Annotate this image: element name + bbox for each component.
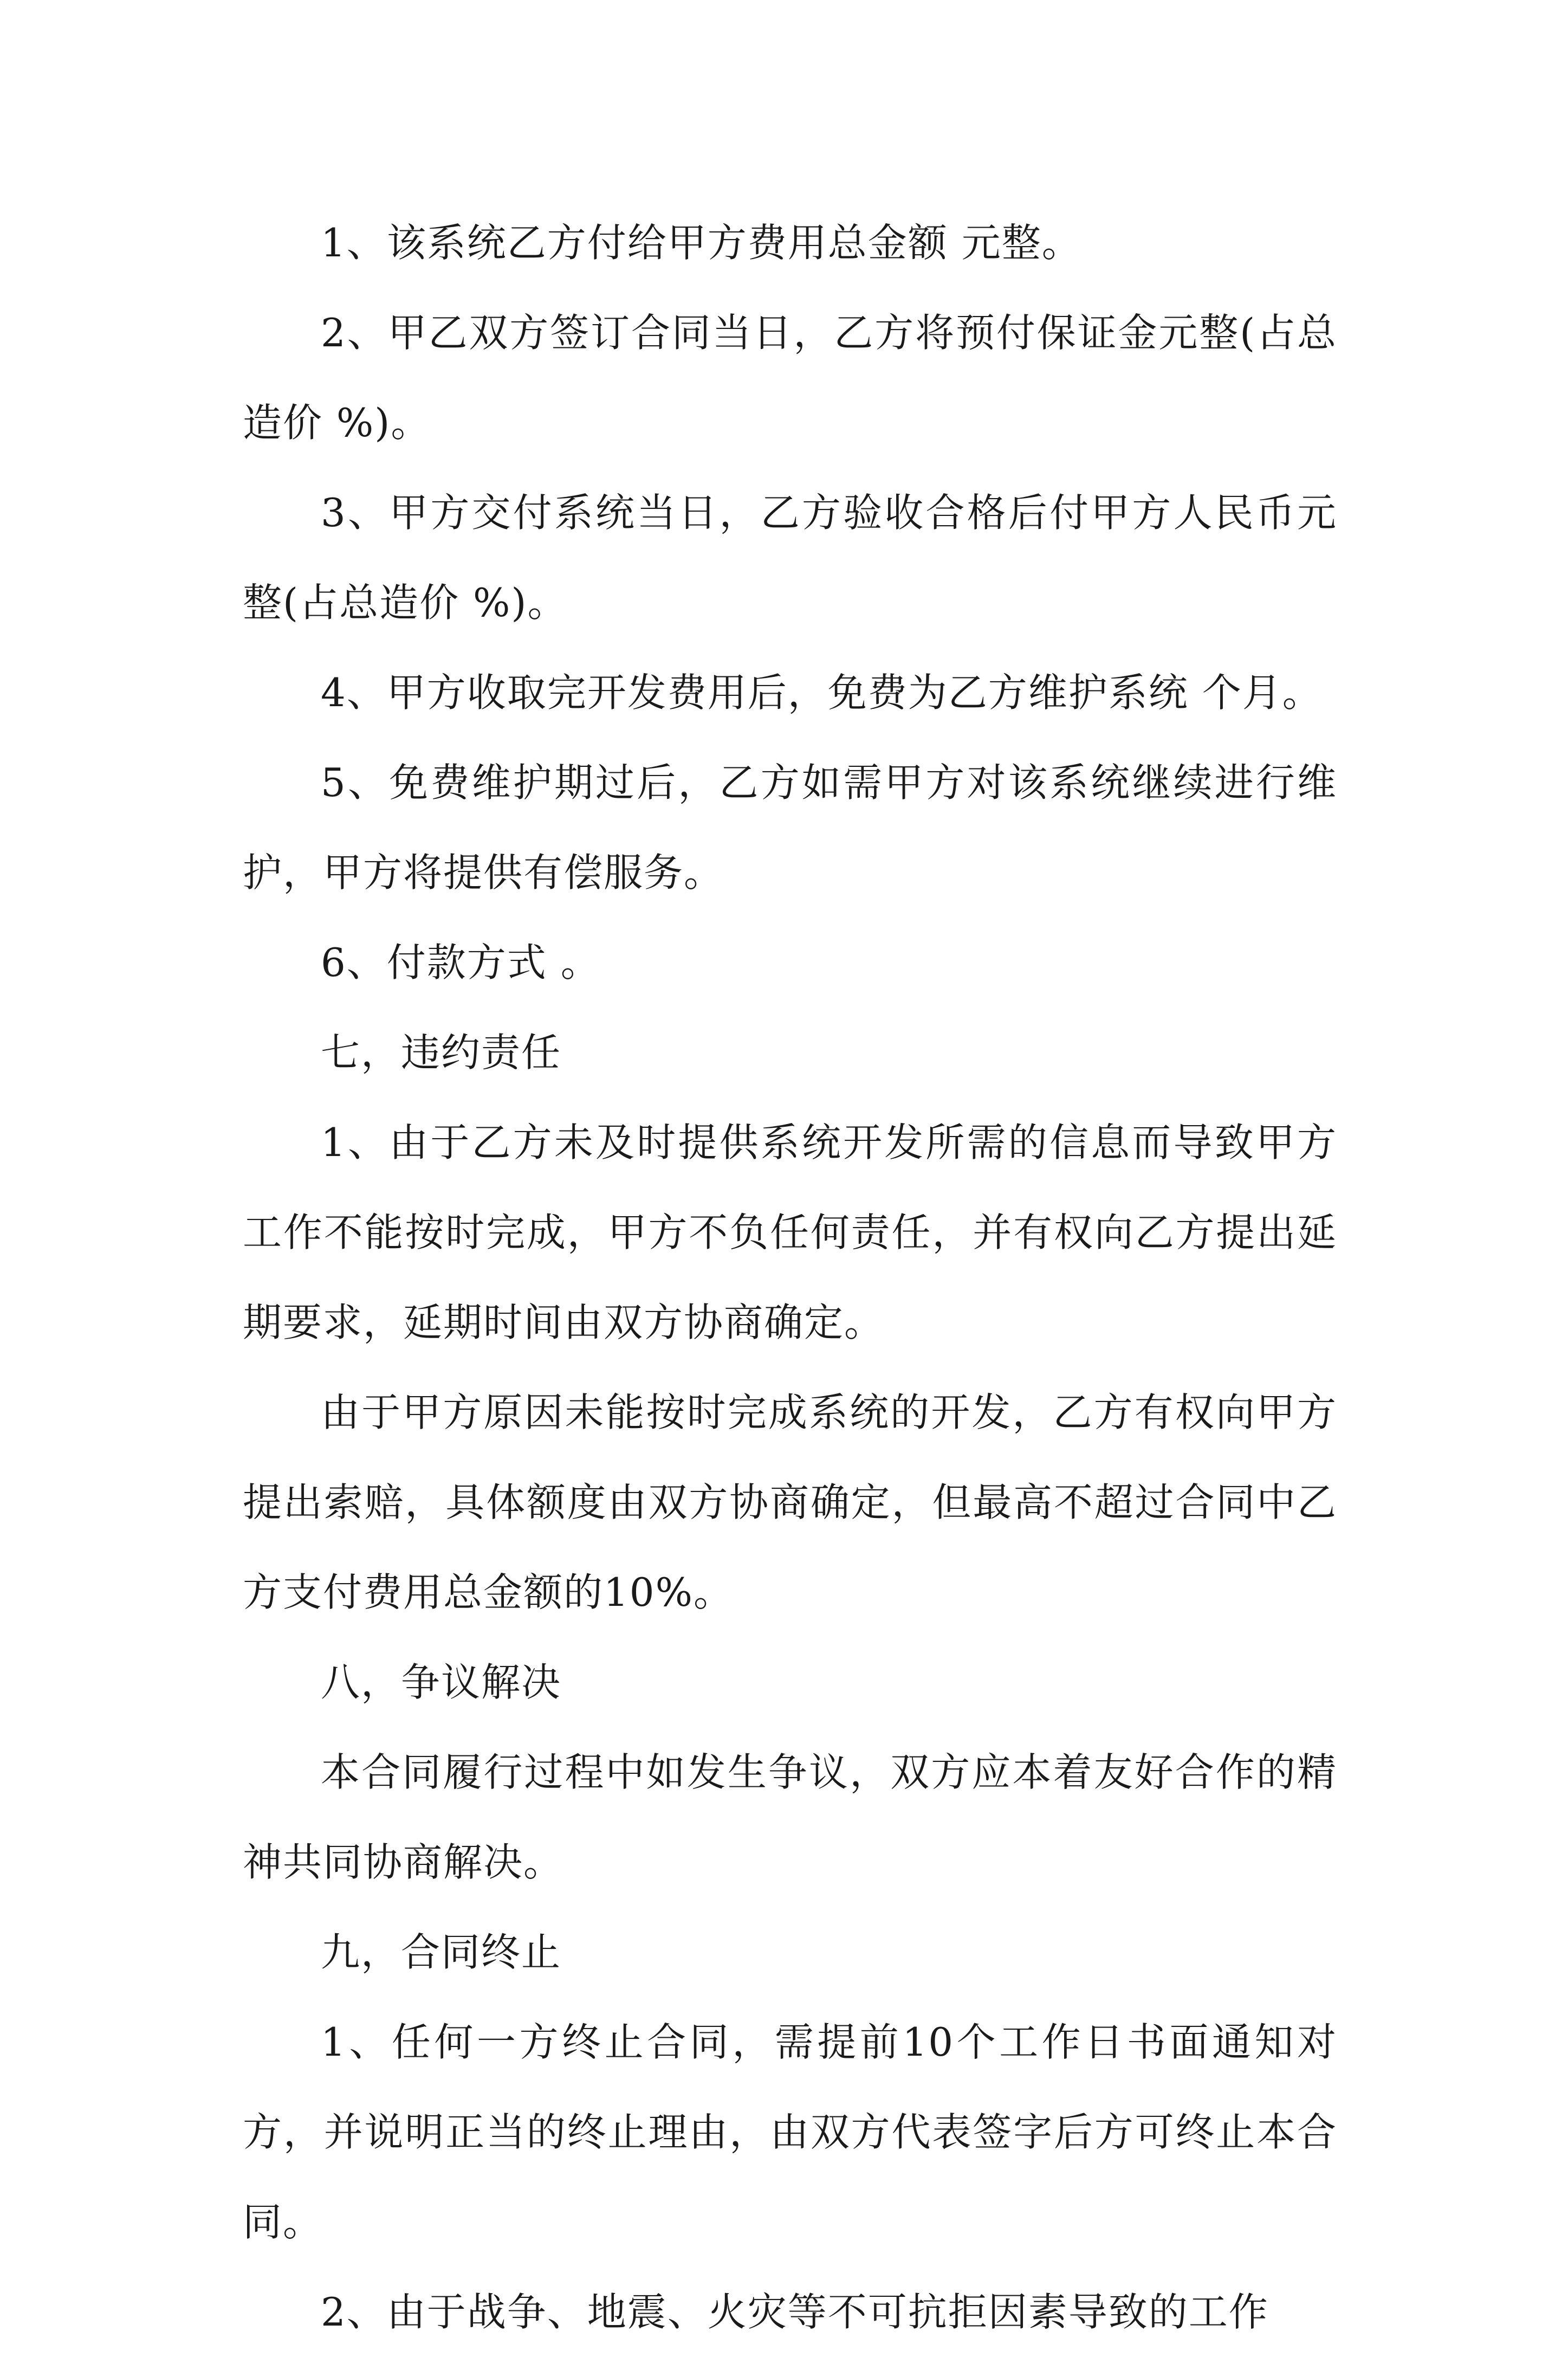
payment-clause-2: 2、甲乙双方签订合同当日，乙方将预付保证金元整(占总造价 %)。 [243,310,1337,445]
payment-clause-6: 6、付款方式 。 [321,940,601,985]
section-heading-dispute: 八，争议解决 [321,1659,562,1705]
termination-clause-1: 1、任何一方终止合同，需提前10个工作日书面通知对方，并说明正当的终止理由，由双方代表签字后方可终止本合同。 [243,2019,1337,2245]
payment-clause-1: 1、该系统乙方付给甲方费用总金额 元整。 [321,220,1082,266]
payment-clause-4: 4、甲方收取完开发费用后，免费为乙方维护系统 个月。 [321,670,1323,715]
document-body [243,198,1337,2357]
payment-clause-3: 3、甲方交付系统当日，乙方验收合格后付甲方人民币元整(占总造价 %)。 [243,490,1337,625]
section-heading-termination: 九，合同终止 [321,1929,562,1975]
dispute-clause: 本合同履行过程中如发生争议，双方应本着友好合作的精神共同协商解决。 [243,1749,1337,1885]
termination-clause-2: 2、由于战争、地震、火灾等不可抗拒因素导致的工作 [321,2289,1269,2335]
breach-clause-1: 1、由于乙方未及时提供系统开发所需的信息而导致甲方工作不能按时完成，甲方不负任何责任，并有权向乙方提出延期要求，延期时间由双方协商确定。 [243,1120,1337,1345]
breach-clause-2: 由于甲方原因未能按时完成系统的开发，乙方有权向甲方提出索赔，具体额度由双方协商确定，但最高不超过合同中乙方支付费用总金额的10%。 [243,1390,1337,1615]
payment-clause-5: 5、免费维护期过后，乙方如需甲方对该系统继续进行维护，甲方将提供有偿服务。 [243,760,1337,895]
section-heading-breach: 七，违约责任 [321,1030,562,1075]
